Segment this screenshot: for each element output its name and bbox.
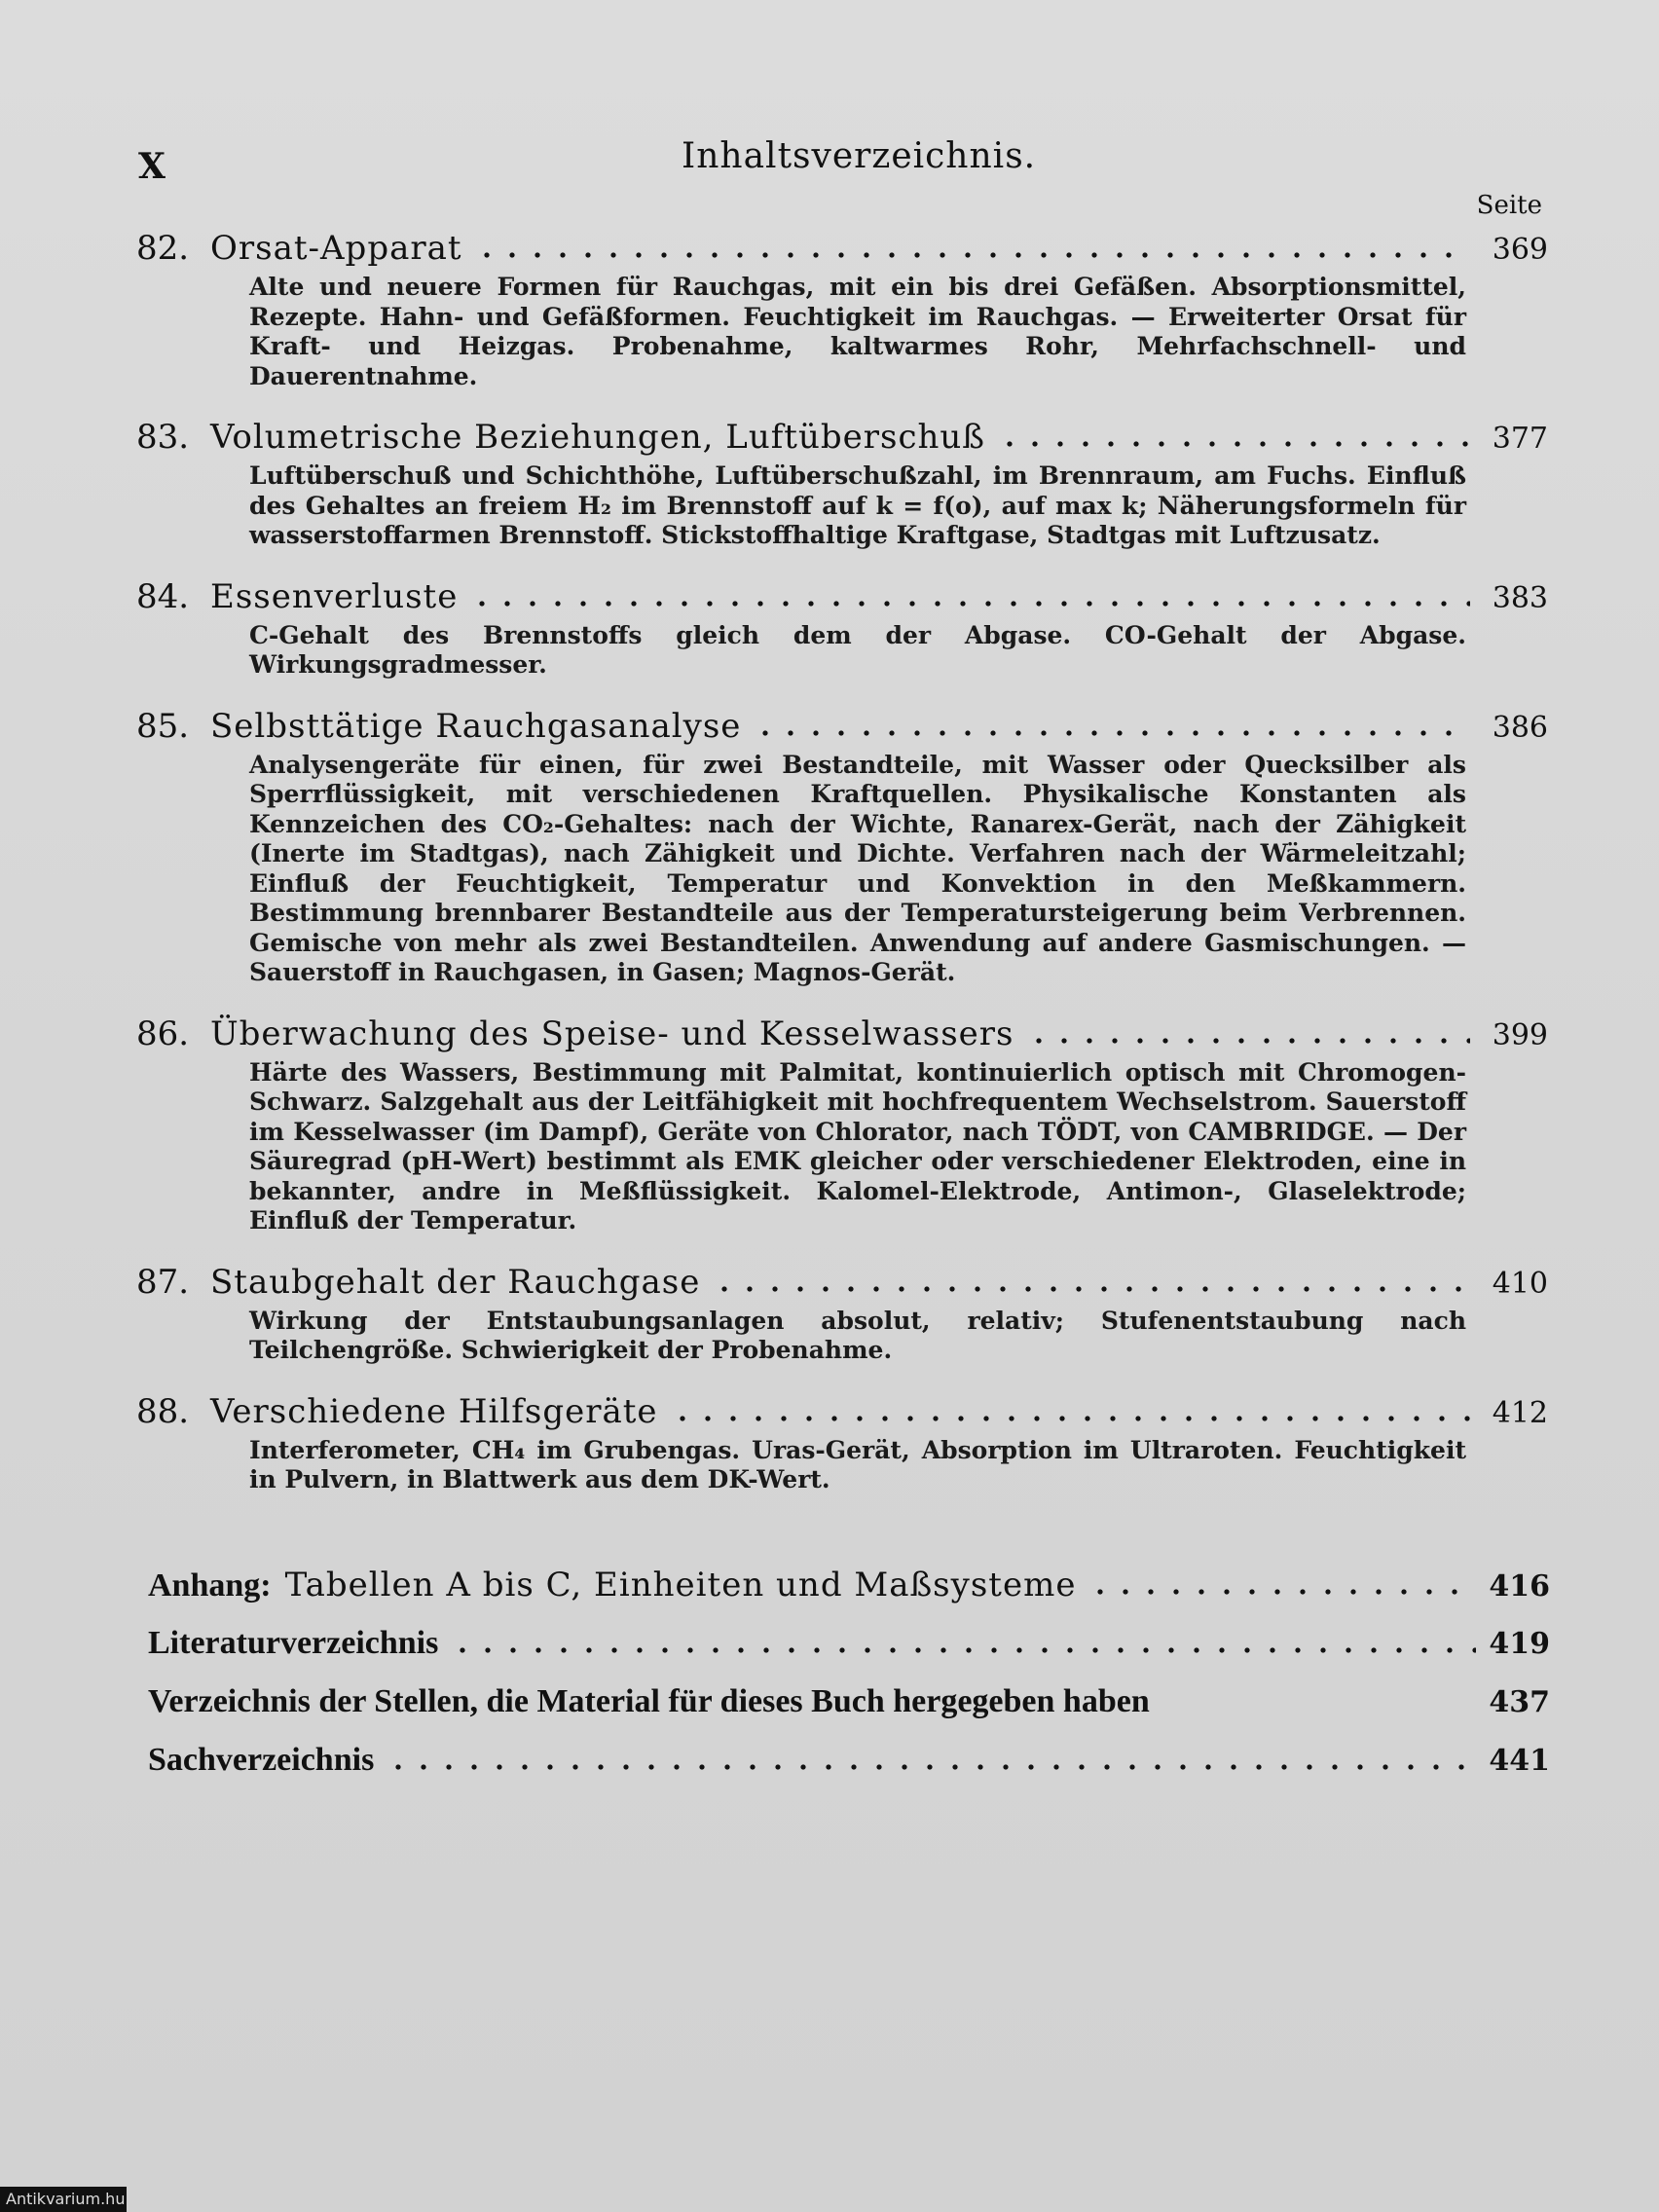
appendix-label: Literaturverzeichnis [148,1625,439,1661]
entry-page: 412 [1492,1395,1548,1430]
appendix-text: Tabellen A bis C, Einheiten und Maßsysteme [284,1566,1077,1604]
entry-title: Essenverluste [210,576,459,616]
appendix-page: 419 [1489,1627,1550,1661]
toc-entry-85 [136,702,1548,988]
appendix-literatur [148,1614,1550,1673]
entry-description: Wirkung der Entstaubungsanlagen absolut, relativ; Stufenentstaubung nach Teilchengröße. Schwierigkeit der Probenahme. [249,1306,1466,1364]
entry-description: Härte des Wassers, Bestimmung mit Palmitat, kontinuierlich optisch mit Chromogen-Schwarz. Salzgehalt aus der Leitfähigkeit mit hochfrequentem Wechselstrom. Sauerstoff im Kesselwasser (im Dampf), Geräte von Chlorator, nach TÖDT, von CAMBRIDGE. — Der Säuregrad (pH-Wert) bestimmt als EMK gleicher oder verschiedener Elektroden, eine in bekannter, andre in Meßflüssigkeit. Kalomel-Elektrode, Antimon-, Glaselektrode; Einfluß der Temperatur. [249,1057,1466,1235]
appendix-page: 441 [1489,1744,1550,1778]
appendix-page: 437 [1489,1685,1550,1719]
entry-title: Verschiedene Hilfsgeräte [210,1391,658,1431]
dot-leader [386,1763,1476,1771]
entry-page: 369 [1492,233,1548,267]
entry-number: 88. [136,1391,190,1431]
entry-page: 377 [1492,422,1548,456]
entry-page: 383 [1492,580,1548,615]
running-title: Inhaltsverzeichnis. [682,136,1037,176]
appendix-stellen [148,1673,1550,1731]
entry-title: Volumetrische Beziehungen, Luftüberschuß [210,418,986,457]
entry-description: Luftüberschuß und Schichthöhe, Luftüberschußzahl, im Brennraum, am Fuchs. Einfluß des Gehaltes an freiem H₂ im Brennstoff auf k = f(o), auf max k; Näherungsformeln für wasserstoffarmen Brennstoff. Stickstoffhaltige Kraftgase, Stadtgas mit Luftzusatz. [249,461,1466,549]
toc-entries [136,224,1548,1517]
page-header [0,136,1659,195]
seite-label: Seite [1476,191,1542,220]
toc-entry-83 [136,413,1548,551]
page-number-roman: X [138,146,166,187]
toc-entry-84 [136,572,1548,681]
dot-leader [997,440,1470,448]
dot-leader [474,251,1470,259]
entry-number: 85. [136,706,190,746]
dot-leader [712,1285,1470,1293]
toc-entry-86 [136,1010,1548,1236]
dot-leader [450,1646,1476,1654]
appendix-page: 416 [1489,1569,1550,1604]
toc-entry-87 [136,1258,1548,1366]
appendix-list [148,1556,1550,1789]
appendix-label: Sachverzeichnis [148,1742,375,1778]
entry-description: Analysengeräte für einen, für zwei Bestandteile, mit Wasser oder Quecksilber als Sperrflüssigkeit, mit verschiedenen Kraftquellen. Physikalische Konstanten als Kennzeichen des CO₂-Gehaltes: nach der Wichte, Ranarex-Gerät, nach der Zähigkeit (Inerte im Stadtgas), nach Zähigkeit und Dichte. Verfahren nach der Wärmeleitzahl; Einfluß der Feuchtigkeit, Temperatur und Konvektion in den Meßkammern. Bestimmung brennbarer Bestandteile aus der Temperatursteigerung beim Verbrennen. Gemische von mehr als zwei Bestandteilen. Anwendung auf andere Gasmischungen. — Sauerstoff in Rauchgasen, in Gasen; Magnos-Gerät. [249,750,1466,986]
entry-title: Staubgehalt der Rauchgase [210,1262,701,1302]
appendix-label: Anhang: [148,1567,272,1604]
entry-number: 84. [136,576,190,616]
appendix-label: Verzeichnis der Stellen, die Material für dieses Buch hergegeben haben [148,1683,1150,1719]
watermark: Antikvarium.hu [0,2187,127,2212]
entry-title: Selbsttätige Rauchgasanalyse [210,706,742,746]
entry-page: 386 [1492,710,1548,745]
entry-number: 83. [136,418,190,457]
toc-entry-82 [136,224,1548,391]
dot-leader [753,729,1470,737]
entry-number: 86. [136,1014,190,1053]
dot-leader [469,600,1470,608]
appendix-sach [148,1731,1550,1789]
entry-page: 399 [1492,1017,1548,1052]
dot-leader [1026,1037,1471,1045]
entry-description: Alte und neuere Formen für Rauchgas, mit ein bis drei Gefäßen. Absorptionsmittel, Rezepte. Hahn- und Gefäßformen. Feuchtigkeit im Rauchgas. — Erweiterter Orsat für Kraft- und Heizgas. Probenahme, kaltwarmes Rohr, Mehrfachschnell- und Dauerentnahme. [249,273,1466,390]
entry-number: 82. [136,229,190,268]
entry-title: Orsat-Apparat [210,229,462,268]
dot-leader [670,1415,1470,1422]
entry-title: Überwachung des Speise- und Kesselwassers [210,1014,1014,1053]
entry-description: C-Gehalt des Brennstoffs gleich dem der Abgase. CO-Gehalt der Abgase. Wirkungsgradmesser. [249,620,1466,679]
entry-description: Interferometer, CH₄ im Grubengas. Uras-Gerät, Absorption im Ultraroten. Feuchtigkeit in Pulvern, in Blattwerk aus dem DK-Wert. [249,1435,1466,1493]
appendix-anhang [148,1556,1550,1614]
dot-leader [1088,1588,1476,1596]
entry-page: 410 [1492,1266,1548,1301]
toc-entry-88 [136,1387,1548,1495]
entry-number: 87. [136,1262,190,1302]
